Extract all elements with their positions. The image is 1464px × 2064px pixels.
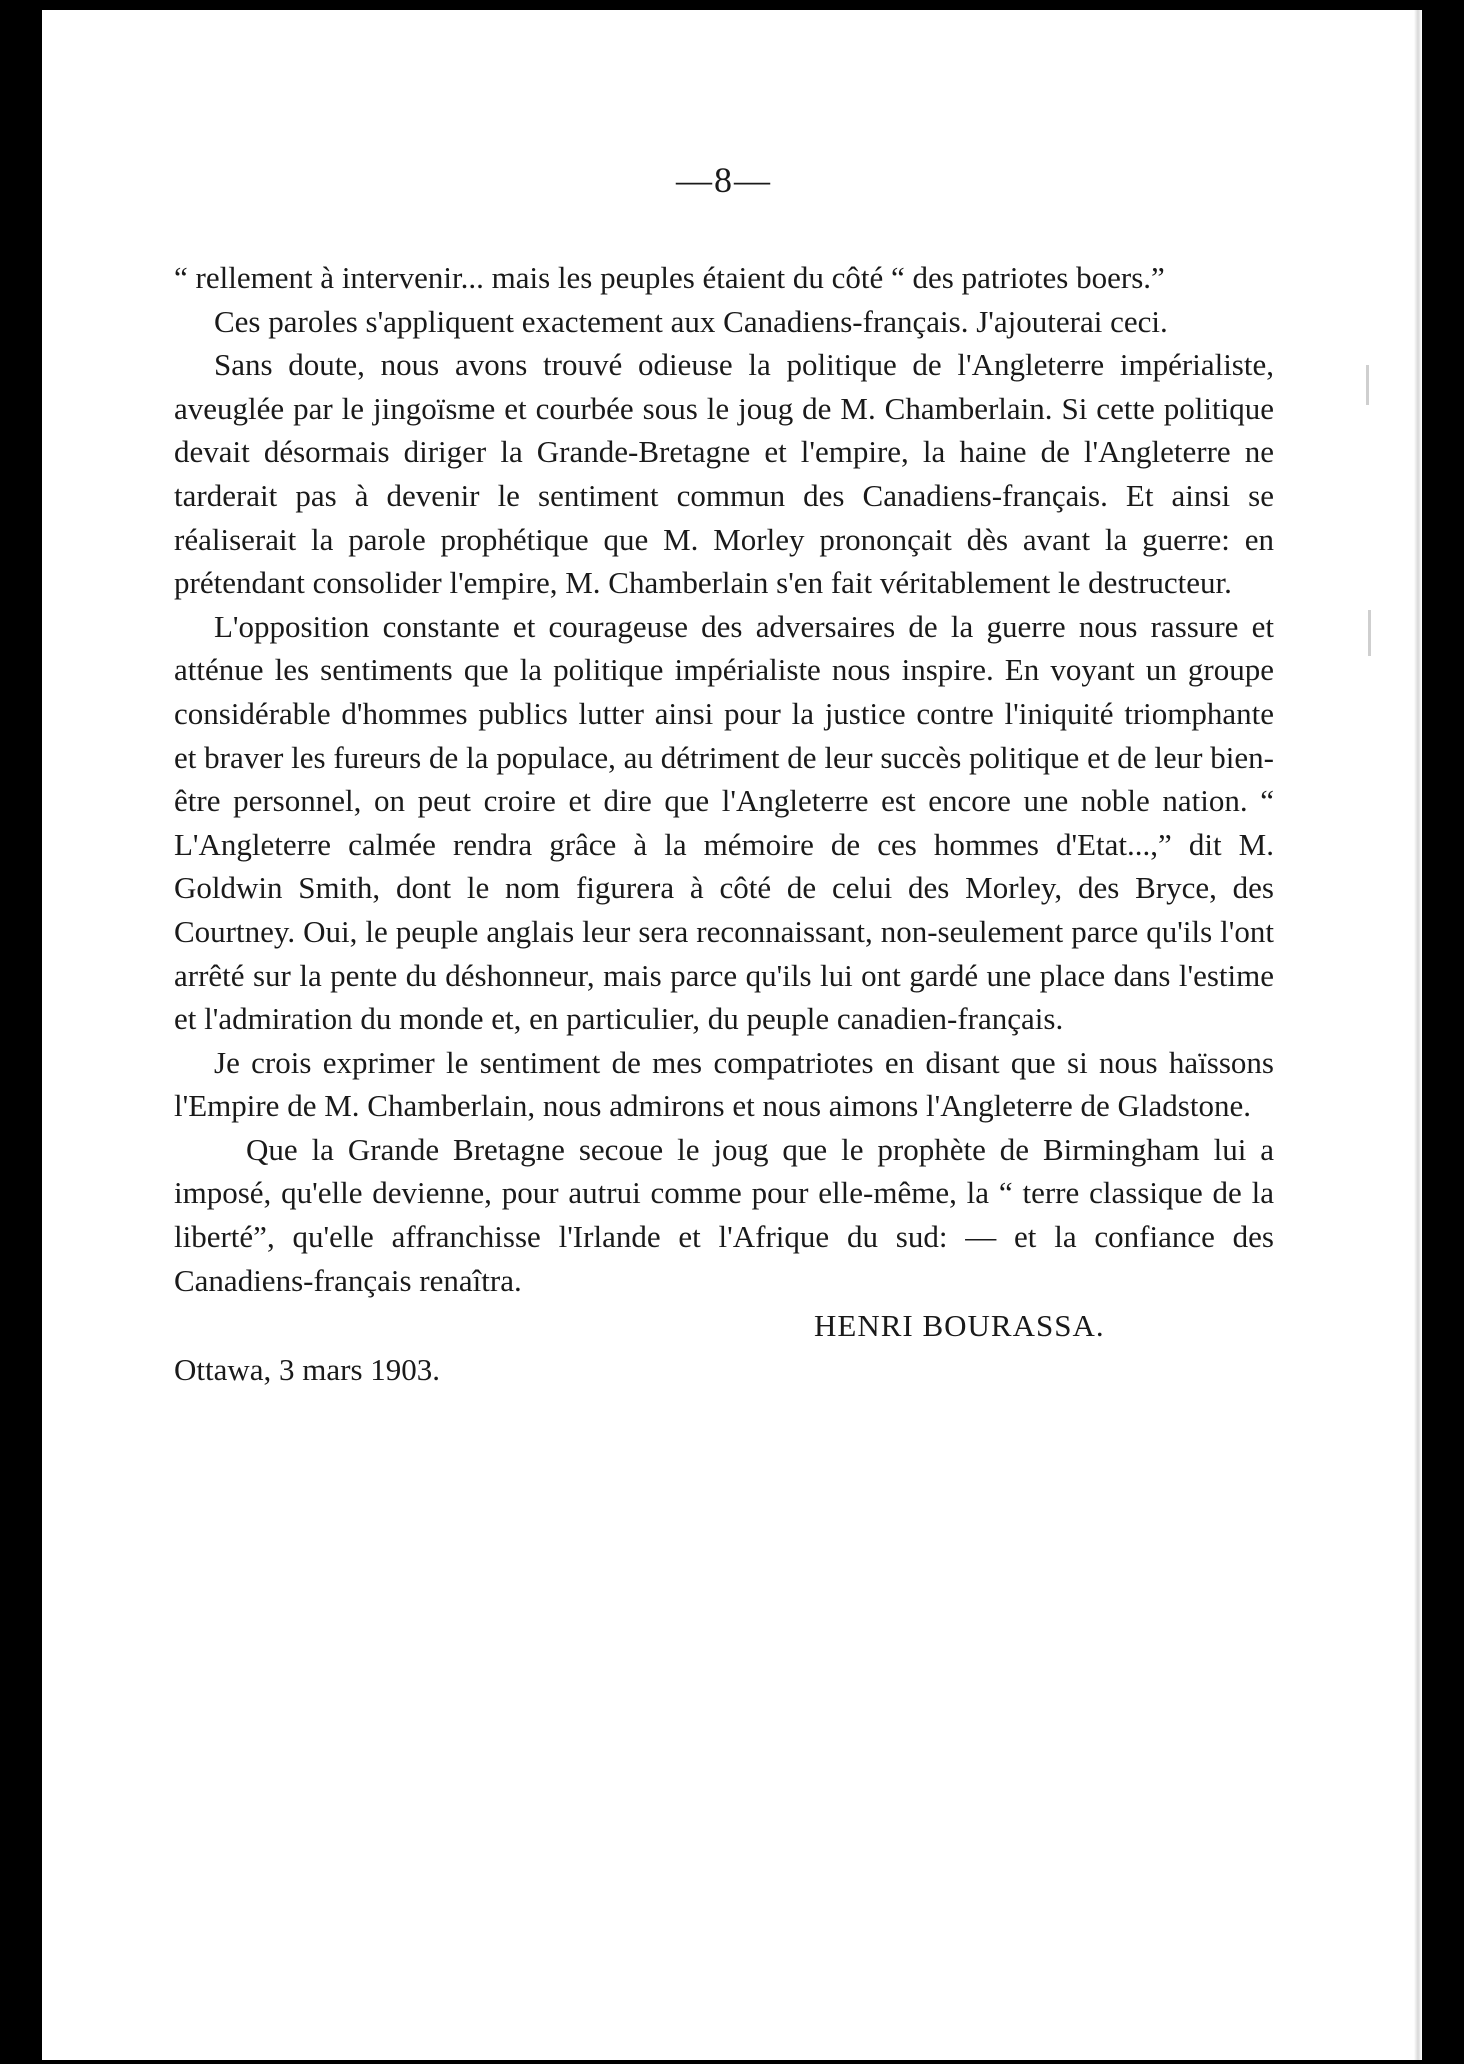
paragraph: Je crois exprimer le sentiment de mes compatriotes en disant que si nous haïssons l'Empire de M. Chamberlain, nous admirons et nous aimons l'Angleterre de Gladstone. (174, 1044, 1274, 1124)
paragraph: Que la Grande Bretagne secoue le joug que le prophète de Birmingham lui a imposé, qu'elle devienne, pour autrui comme pour elle-même, la “ terre classique de la liberté”, qu'elle affranchisse l'Irlande et l'Afrique du sud: — et la confiance des Canadiens-français renaîtra. (174, 1131, 1274, 1298)
page-number: —8— (676, 160, 772, 200)
dateline: Ottawa, 3 mars 1903. (174, 1351, 441, 1387)
binding-mark (1366, 365, 1369, 405)
author-signature: HENRI BOURASSA. (814, 1308, 1105, 1344)
paragraph: Ces paroles s'appliquent exactement aux Canadiens-français. J'ajouterai ceci. (214, 303, 1168, 339)
paragraph-continued: “ rellement à intervenir... mais les peuples étaient du côté “ des patriotes boers.” (174, 260, 1165, 295)
page-gutter-shadow (1414, 10, 1422, 2060)
article-text (174, 160, 1274, 1391)
binding-mark (1368, 610, 1371, 656)
paragraph: L'opposition constante et courageuse des adversaires de la guerre nous rassure et atténue les sentiments que la politique impérialiste nous inspire. En voyant un groupe considérable d'hommes publics lutter ainsi pour la justice contre l'iniquité triomphante et braver les fureurs de la populace, au détriment de leur succès politique et de leur bien-être personnel, on peut croire et dire que l'Angleterre est encore une noble nation. “ L'Angleterre calmée rendra grâce à la mémoire de ces hommes d'Etat...,” dit M. Goldwin Smith, dont le nom figurera à côté de celui des Morley, des Bryce, des Courtney. Oui, le peuple anglais leur sera reconnaissant, non-seulement parce qu'ils l'ont arrêté sur la pente du déshonneur, mais parce qu'ils lui ont gardé une place dans l'estime et l'admiration du monde et, en particulier, du peuple canadien-français. (174, 608, 1274, 1037)
document-page (42, 10, 1422, 2060)
paragraph: Sans doute, nous avons trouvé odieuse la politique de l'Angleterre impérialiste, aveuglée par le jingoïsme et courbée sous le joug de M. Chamberlain. Si cette politique devait désormais diriger la Grande-Bretagne et l'empire, la haine de l'Angleterre ne tarderait pas à devenir le sentiment commun des Canadiens-français. Et ainsi se réaliserait la parole prophétique que M. Morley prononçait dès avant la guerre: en prétendant consolider l'empire, M. Chamberlain s'en fait véritablement le destructeur. (174, 347, 1274, 601)
